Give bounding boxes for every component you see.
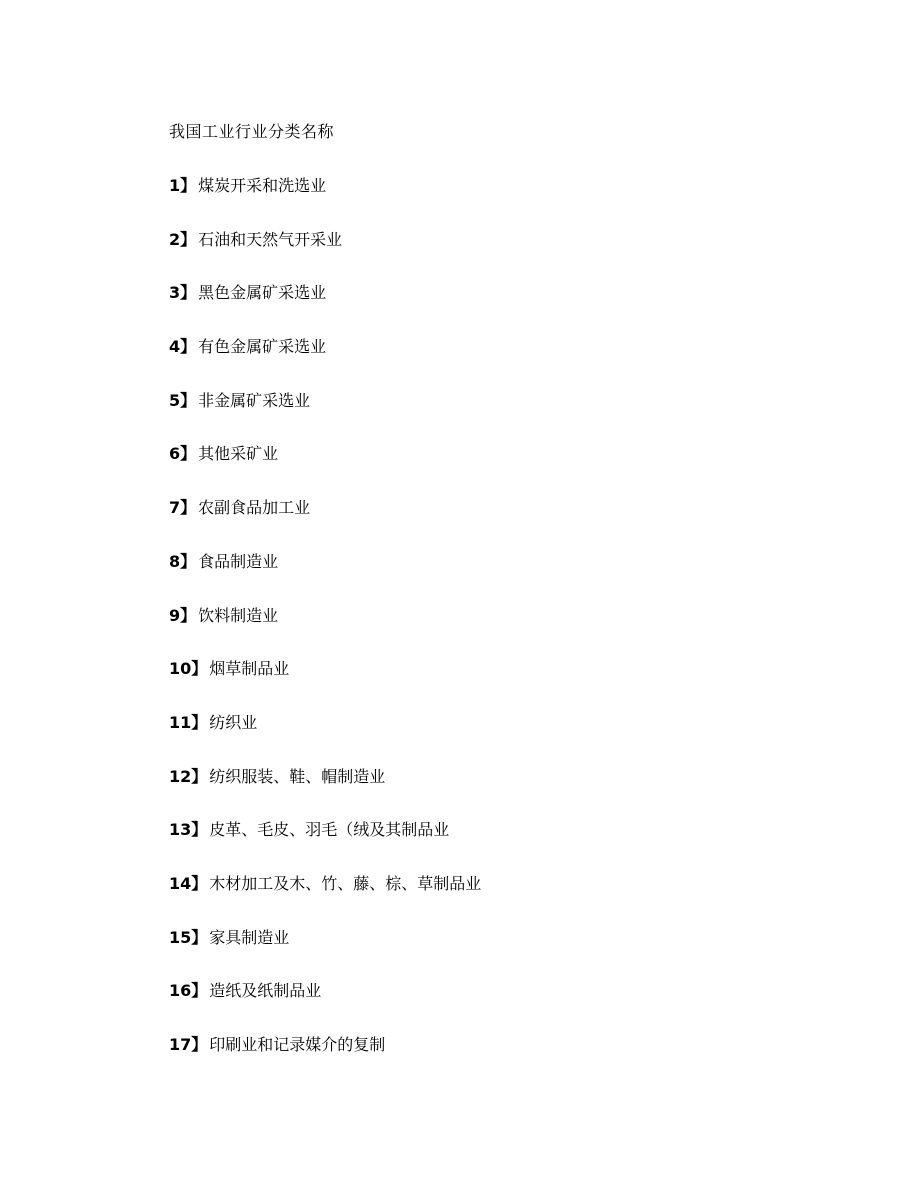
list-item bbox=[169, 442, 481, 496]
item-bracket: 】 bbox=[180, 390, 197, 410]
item-number: 13 bbox=[169, 820, 192, 840]
item-bracket: 】 bbox=[180, 498, 197, 518]
list-item bbox=[169, 389, 481, 443]
list-item bbox=[169, 872, 481, 926]
item-number: 10 bbox=[169, 659, 192, 679]
list-item bbox=[169, 1033, 481, 1087]
list-item bbox=[169, 604, 481, 658]
list-item bbox=[169, 228, 481, 282]
item-number: 12 bbox=[169, 766, 192, 786]
item-number: 15 bbox=[169, 927, 192, 947]
item-bracket: 】 bbox=[191, 766, 208, 786]
list-item bbox=[169, 765, 481, 819]
item-bracket: 】 bbox=[180, 283, 197, 303]
item-bracket: 】 bbox=[180, 444, 197, 464]
item-bracket: 】 bbox=[191, 927, 208, 947]
item-text: 非金属矿采选业 bbox=[198, 390, 311, 410]
item-text: 皮革、毛皮、羽毛（绒及其制品业 bbox=[209, 820, 450, 840]
item-text: 其他采矿业 bbox=[198, 444, 279, 464]
item-number: 6 bbox=[169, 444, 181, 464]
item-bracket: 】 bbox=[180, 176, 197, 195]
item-number: 9 bbox=[169, 605, 181, 625]
list-item bbox=[169, 174, 481, 228]
item-text: 印刷业和记录媒介的复制 bbox=[209, 1035, 386, 1054]
item-number: 1 bbox=[169, 176, 181, 195]
item-text: 食品制造业 bbox=[198, 551, 279, 571]
item-number: 14 bbox=[169, 873, 192, 893]
item-number: 3 bbox=[169, 283, 181, 303]
list-item bbox=[169, 496, 481, 550]
item-text: 木材加工及木、竹、藤、棕、草制品业 bbox=[209, 873, 482, 893]
item-bracket: 】 bbox=[191, 873, 208, 893]
list-item bbox=[169, 711, 481, 765]
item-text: 黑色金属矿采选业 bbox=[198, 283, 327, 303]
item-text: 纺织业 bbox=[209, 712, 258, 732]
list-item bbox=[169, 335, 481, 389]
item-text: 造纸及纸制品业 bbox=[209, 981, 322, 1001]
item-number: 11 bbox=[169, 712, 192, 732]
item-number: 7 bbox=[169, 498, 181, 518]
item-bracket: 】 bbox=[180, 337, 197, 357]
item-bracket: 】 bbox=[191, 659, 208, 679]
item-text: 烟草制品业 bbox=[209, 659, 290, 679]
item-number: 8 bbox=[169, 551, 181, 571]
item-text: 石油和天然气开采业 bbox=[198, 229, 343, 249]
industry-list bbox=[169, 174, 481, 1087]
item-bracket: 】 bbox=[191, 1035, 208, 1054]
list-item bbox=[169, 926, 481, 980]
item-bracket: 】 bbox=[180, 229, 197, 249]
item-text: 饮料制造业 bbox=[198, 605, 279, 625]
list-item bbox=[169, 281, 481, 335]
list-item bbox=[169, 818, 481, 872]
item-number: 4 bbox=[169, 337, 181, 357]
item-number: 16 bbox=[169, 981, 192, 1001]
item-bracket: 】 bbox=[180, 551, 197, 571]
item-number: 5 bbox=[169, 390, 181, 410]
item-text: 纺织服装、鞋、帽制造业 bbox=[209, 766, 386, 786]
item-text: 家具制造业 bbox=[209, 927, 290, 947]
item-bracket: 】 bbox=[191, 820, 208, 840]
list-item bbox=[169, 550, 481, 604]
item-bracket: 】 bbox=[191, 712, 208, 732]
item-bracket: 】 bbox=[180, 605, 197, 625]
document-title: 我国工业行业分类名称 bbox=[169, 122, 335, 141]
item-text: 农副食品加工业 bbox=[198, 498, 311, 518]
item-text: 煤炭开采和洗选业 bbox=[198, 176, 327, 195]
item-number: 2 bbox=[169, 229, 181, 249]
item-bracket: 】 bbox=[191, 981, 208, 1001]
list-item bbox=[169, 657, 481, 711]
item-text: 有色金属矿采选业 bbox=[198, 337, 327, 357]
item-number: 17 bbox=[169, 1035, 192, 1054]
list-item bbox=[169, 979, 481, 1033]
